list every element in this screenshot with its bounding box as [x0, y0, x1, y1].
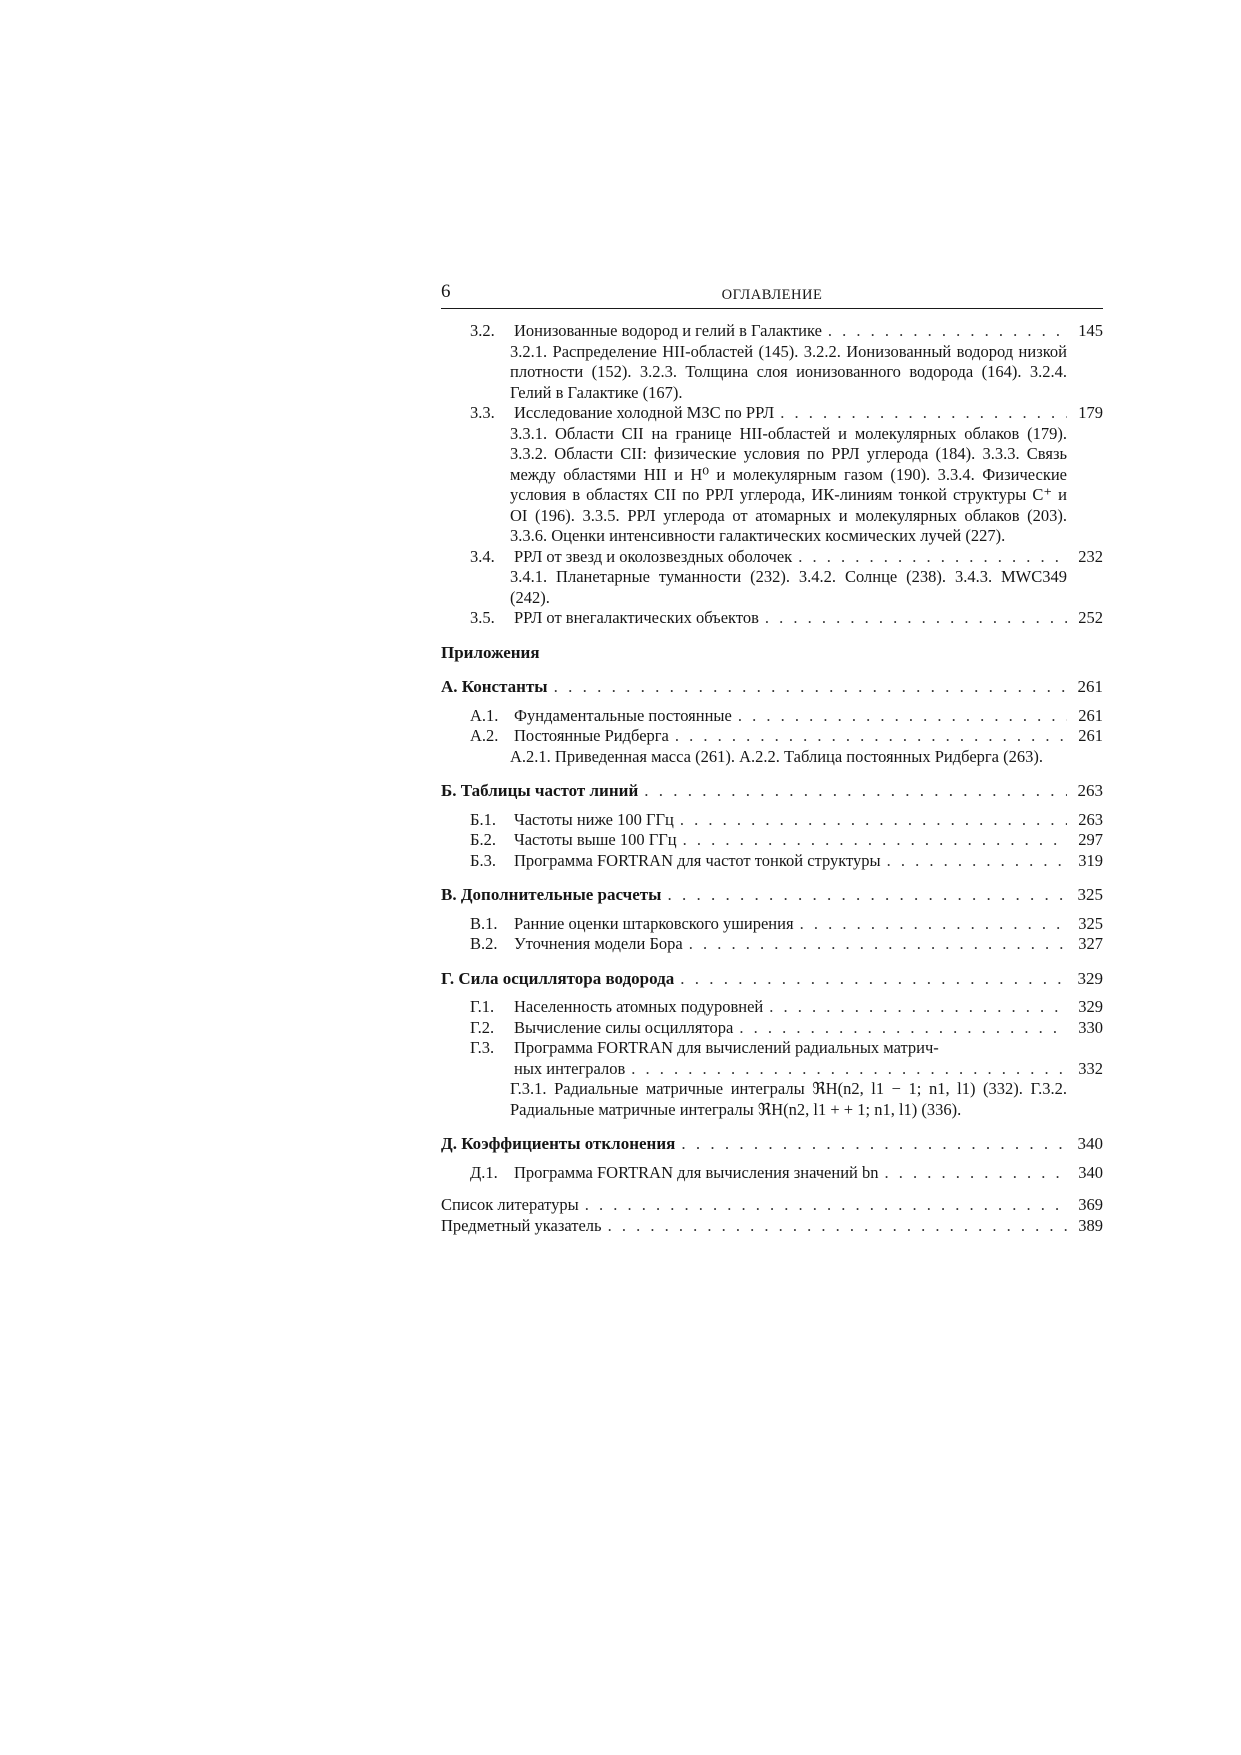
dot-leader: [738, 706, 1067, 727]
toc-entry-index[interactable]: [441, 1216, 1103, 1237]
dot-leader: [828, 321, 1067, 342]
toc-chapter-a[interactable]: [441, 677, 1103, 698]
dot-leader: [887, 851, 1067, 872]
chapter-title: В. Дополнительные расчеты: [441, 885, 662, 904]
toc-entry-3-5[interactable]: [441, 608, 1103, 629]
entry-number: Б.1.: [470, 809, 496, 829]
dot-leader: [554, 677, 1067, 698]
chapter-page: 325: [1077, 885, 1103, 904]
toc-entry-b-1[interactable]: [441, 810, 1103, 831]
dot-leader: [769, 997, 1067, 1018]
toc-entry-v-2[interactable]: [441, 934, 1103, 955]
dot-leader: [681, 1134, 1067, 1155]
entry-title: РРЛ от звезд и околозвездных оболочек: [514, 546, 793, 566]
toc-chapter-b[interactable]: [441, 781, 1103, 802]
entry-number: 3.2.: [470, 321, 495, 340]
appendix-heading: Приложения: [441, 642, 540, 662]
entry-page: 145: [1078, 321, 1103, 340]
dot-leader: [798, 547, 1067, 568]
entry-page: 327: [1078, 934, 1103, 953]
toc-entry-3-2[interactable]: [441, 321, 1103, 342]
entry-number: 3.4.: [470, 546, 495, 566]
toc-subsections-3-4: 3.4.1. Планетарные туманности (232). 3.4.2. Солнце (238). 3.4.3. MWC349 (242).: [510, 567, 1067, 607]
dot-leader: [675, 726, 1067, 747]
entry-title: Программа FORTRAN для вычисления значений bn: [514, 1162, 879, 1182]
toc-entry-3-4[interactable]: [441, 547, 1103, 568]
entry-title-line2: ных интегралов: [514, 1058, 626, 1078]
entry-title-line1: Программа FORTRAN для вычислений радиальных матрич-: [514, 1038, 939, 1057]
entry-page: 232: [1078, 546, 1103, 566]
toc-entry-g-3-line1[interactable]: [441, 1038, 1103, 1059]
entry-title: Частоты выше 100 ГГц: [514, 830, 677, 849]
entry-number: 3.5.: [470, 608, 495, 627]
entry-number: А.2.: [470, 726, 499, 745]
entry-page: 389: [1078, 1215, 1103, 1235]
toc-entry-b-3[interactable]: [441, 851, 1103, 872]
toc-entry-g-3-line2[interactable]: [441, 1059, 1103, 1080]
toc-chapter-d[interactable]: [441, 1134, 1103, 1155]
dot-leader: [585, 1195, 1067, 1216]
entry-title: Предметный указатель: [441, 1215, 602, 1235]
toc-subsections-a-2: А.2.1. Приведенная масса (261). А.2.2. Таблица постоянных Ридберга (263).: [510, 746, 1043, 766]
dot-leader: [780, 403, 1067, 424]
toc-page: [441, 280, 1103, 1236]
dot-leader: [680, 969, 1067, 990]
toc-chapter-g[interactable]: [441, 969, 1103, 990]
dot-leader: [680, 810, 1067, 831]
entry-title: Постоянные Ридберга: [514, 726, 669, 745]
dot-leader: [689, 934, 1067, 955]
end-matter: [441, 1195, 1103, 1236]
entry-number: Г.3.: [470, 1038, 495, 1057]
entry-number: Д.1.: [470, 1162, 498, 1182]
toc-entry-3-3[interactable]: [441, 403, 1103, 424]
toc-subsections-g-3: Г.3.1. Радиальные матричные интегралы ℜH(n2, l1 − 1; n1, l1) (332). Г.3.2. Радиальные матричные интегралы ℜH(n2, l1 + + 1; n1, l1) (336).: [510, 1079, 1067, 1119]
entry-number: Б.2.: [470, 830, 496, 849]
entry-title: Частоты ниже 100 ГГц: [514, 809, 674, 829]
entry-number: Б.3.: [470, 850, 496, 870]
chapter-title: Б. Таблицы частот линий: [441, 781, 639, 800]
entry-page: 297: [1078, 830, 1103, 849]
toc-entry-a-2[interactable]: [441, 726, 1103, 747]
toc-chapter-v[interactable]: [441, 885, 1103, 906]
chapter-page: 261: [1077, 677, 1103, 696]
entry-title: Ранние оценки штарковского уширения: [514, 913, 794, 933]
entry-page: 325: [1078, 913, 1103, 933]
toc-subsections-3-3: 3.3.1. Области CII на границе HII-областей и молекулярных облаков (179). 3.3.2. Области CII: физические условия по РРЛ углерода (184). 3.3.3. Связь между областями HII и H⁰ и молекулярным газом (190). 3.3.4. Физические условия в областях CII по РРЛ углерода, ИК-линиям тонкой структуры C⁺ и OI (196). 3.3.5. РРЛ углерода от атомарных и молекулярных облаков (203). 3.3.6. Оценки интенсивности галактических космических лучей (227).: [510, 423, 1067, 545]
running-header: [441, 280, 1103, 309]
entry-page: 252: [1078, 608, 1103, 627]
entry-page: 332: [1078, 1058, 1103, 1078]
entry-title: РРЛ от внегалактических объектов: [514, 608, 759, 627]
entry-page: 329: [1078, 997, 1103, 1016]
toc-entry-a-1[interactable]: [441, 706, 1103, 727]
entry-number: В.1.: [470, 913, 498, 933]
entry-page: 261: [1078, 726, 1103, 745]
chapter-title: Г. Сила осциллятора водорода: [441, 968, 675, 988]
chapter-page: 263: [1077, 781, 1103, 800]
entry-page: 340: [1078, 1162, 1103, 1182]
toc-entry-d-1[interactable]: [441, 1163, 1103, 1184]
page-number: 6: [441, 281, 451, 302]
entry-number: В.2.: [470, 934, 498, 953]
entry-number: Г.2.: [470, 1017, 495, 1037]
chapter-page: 329: [1077, 968, 1103, 988]
dot-leader: [884, 1163, 1067, 1184]
toc-subsections-3-2: 3.2.1. Распределение HII-областей (145). 3.2.2. Ионизованный водород низкой плотности (152). 3.2.3. Толщина слоя ионизованного водорода (164). 3.2.4. Гелий в Галактике (167).: [510, 341, 1067, 402]
entry-page: 179: [1078, 403, 1103, 422]
entry-title: Вычисление силы осциллятора: [514, 1017, 734, 1037]
chapter-page: 340: [1077, 1134, 1103, 1153]
dot-leader: [765, 608, 1067, 629]
entry-title: Исследование холодной МЗС по РРЛ: [514, 403, 775, 422]
entry-number: А.1.: [470, 705, 499, 725]
toc-entry-b-2[interactable]: [441, 830, 1103, 851]
entry-page: 330: [1078, 1017, 1103, 1037]
table-of-contents: [441, 321, 1103, 1236]
entry-number: Г.1.: [470, 997, 495, 1016]
dot-leader: [608, 1216, 1067, 1237]
toc-entry-v-1[interactable]: [441, 914, 1103, 935]
chapter-title: Д. Коэффициенты отклонения: [441, 1134, 676, 1153]
toc-entry-g-2[interactable]: [441, 1018, 1103, 1039]
entry-page: 319: [1078, 850, 1103, 870]
chapter-title: А. Константы: [441, 677, 548, 696]
entry-title: Фундаментальные постоянные: [514, 705, 732, 725]
entry-title: Ионизованные водород и гелий в Галактике: [514, 321, 822, 340]
entry-title: Населенность атомных подуровней: [514, 997, 764, 1016]
entry-page: 263: [1078, 809, 1103, 829]
dot-leader: [800, 914, 1067, 935]
dot-leader: [683, 830, 1067, 851]
entry-number: 3.3.: [470, 403, 495, 422]
dot-leader: [739, 1018, 1067, 1039]
dot-leader: [631, 1059, 1067, 1080]
entry-title: Уточнения модели Бора: [514, 934, 683, 953]
entry-page: 369: [1078, 1195, 1103, 1214]
toc-entry-bibliography[interactable]: [441, 1195, 1103, 1216]
dot-leader: [644, 781, 1067, 802]
entry-title: Список литературы: [441, 1195, 579, 1214]
entry-title: Программа FORTRAN для частот тонкой структуры: [514, 850, 881, 870]
toc-entry-g-1[interactable]: [441, 997, 1103, 1018]
running-title: ОГЛАВЛЕНИЕ: [721, 287, 823, 303]
dot-leader: [667, 885, 1067, 906]
entry-page: 261: [1078, 705, 1103, 725]
